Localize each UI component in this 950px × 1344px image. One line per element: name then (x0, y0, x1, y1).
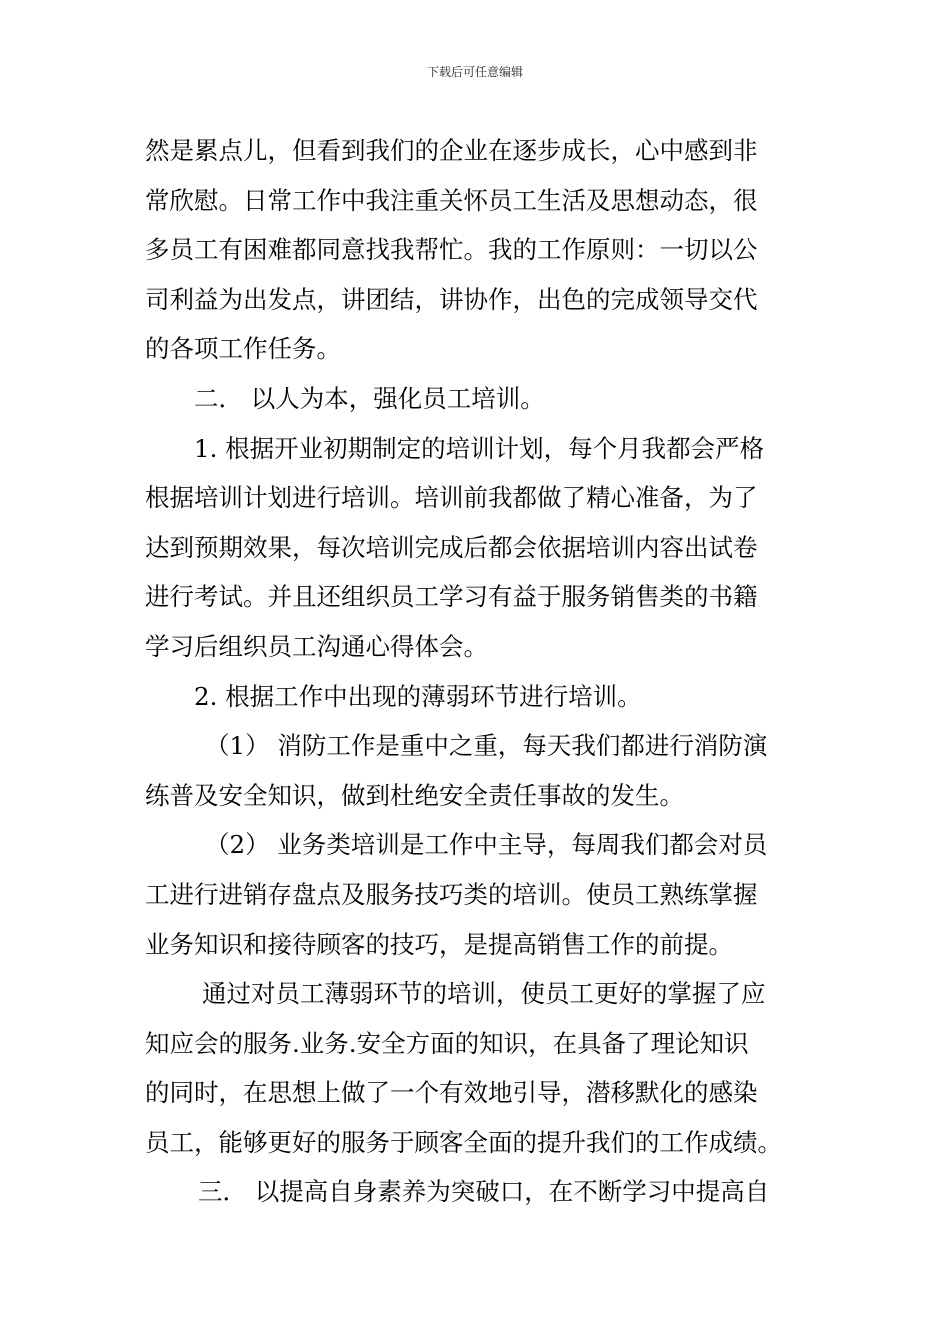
text-line: 的同时，在思想上做了一个有效地引导，潜移默化的感染 (145, 1078, 758, 1108)
section-heading-2: 二． 以人为本，强化员工培训。 (194, 383, 545, 413)
text-line: 常欣慰。日常工作中我注重关怀员工生活及思想动态，很 (145, 185, 758, 215)
text-line: （1） 消防工作是重中之重，每天我们都进行消防演 (205, 731, 768, 761)
text-line: 多员工有困难都同意找我帮忙。我的工作原则：一切以公 (145, 235, 758, 265)
text-line: 工进行进销存盘点及服务技巧类的培训。使员工熟练掌握 (145, 879, 758, 909)
text-line: 司利益为出发点，讲团结，讲协作，出色的完成领导交代 (145, 284, 758, 314)
text-line: 练普及安全知识，做到杜绝安全责任事故的发生。 (145, 780, 684, 810)
text-line: 知应会的服务.业务.安全方面的知识，在具备了理论知识 (145, 1028, 749, 1058)
page-header: 下载后可任意编辑 (426, 65, 523, 79)
text-line: 学习后组织员工沟通心得体会。 (145, 631, 488, 661)
text-line: 通过对员工薄弱环节的培训，使员工更好的掌握了应 (202, 979, 766, 1009)
text-line: 然是累点儿，但看到我们的企业在逐步成长，心中感到非 (145, 136, 758, 165)
text-line: 的各项工作任务。 (145, 334, 341, 364)
document-body (145, 126, 810, 1217)
text-line: （2） 业务类培训是工作中主导，每周我们都会对员 (205, 830, 768, 860)
section-heading-3: 三． 以提高自身素养为突破口，在不断学习中提高自 (198, 1177, 770, 1207)
text-line: 达到预期效果，每次培训完成后都会依据培训内容出试卷 (145, 532, 758, 562)
text-line: 进行考试。并且还组织员工学习有益于服务销售类的书籍 (145, 582, 758, 612)
text-line: 员工，能够更好的服务于顾客全面的提升我们的工作成绩。 (145, 1127, 782, 1157)
text-line: 2. 根据工作中出现的薄弱环节进行培训。 (194, 681, 642, 711)
text-line: 根据培训计划进行培训。培训前我都做了精心准备，为了 (145, 483, 758, 513)
text-line: 业务知识和接待顾客的技巧，是提高销售工作的前提。 (145, 929, 733, 959)
text-line: 1. 根据开业初期制定的培训计划，每个月我都会严格 (194, 433, 765, 463)
